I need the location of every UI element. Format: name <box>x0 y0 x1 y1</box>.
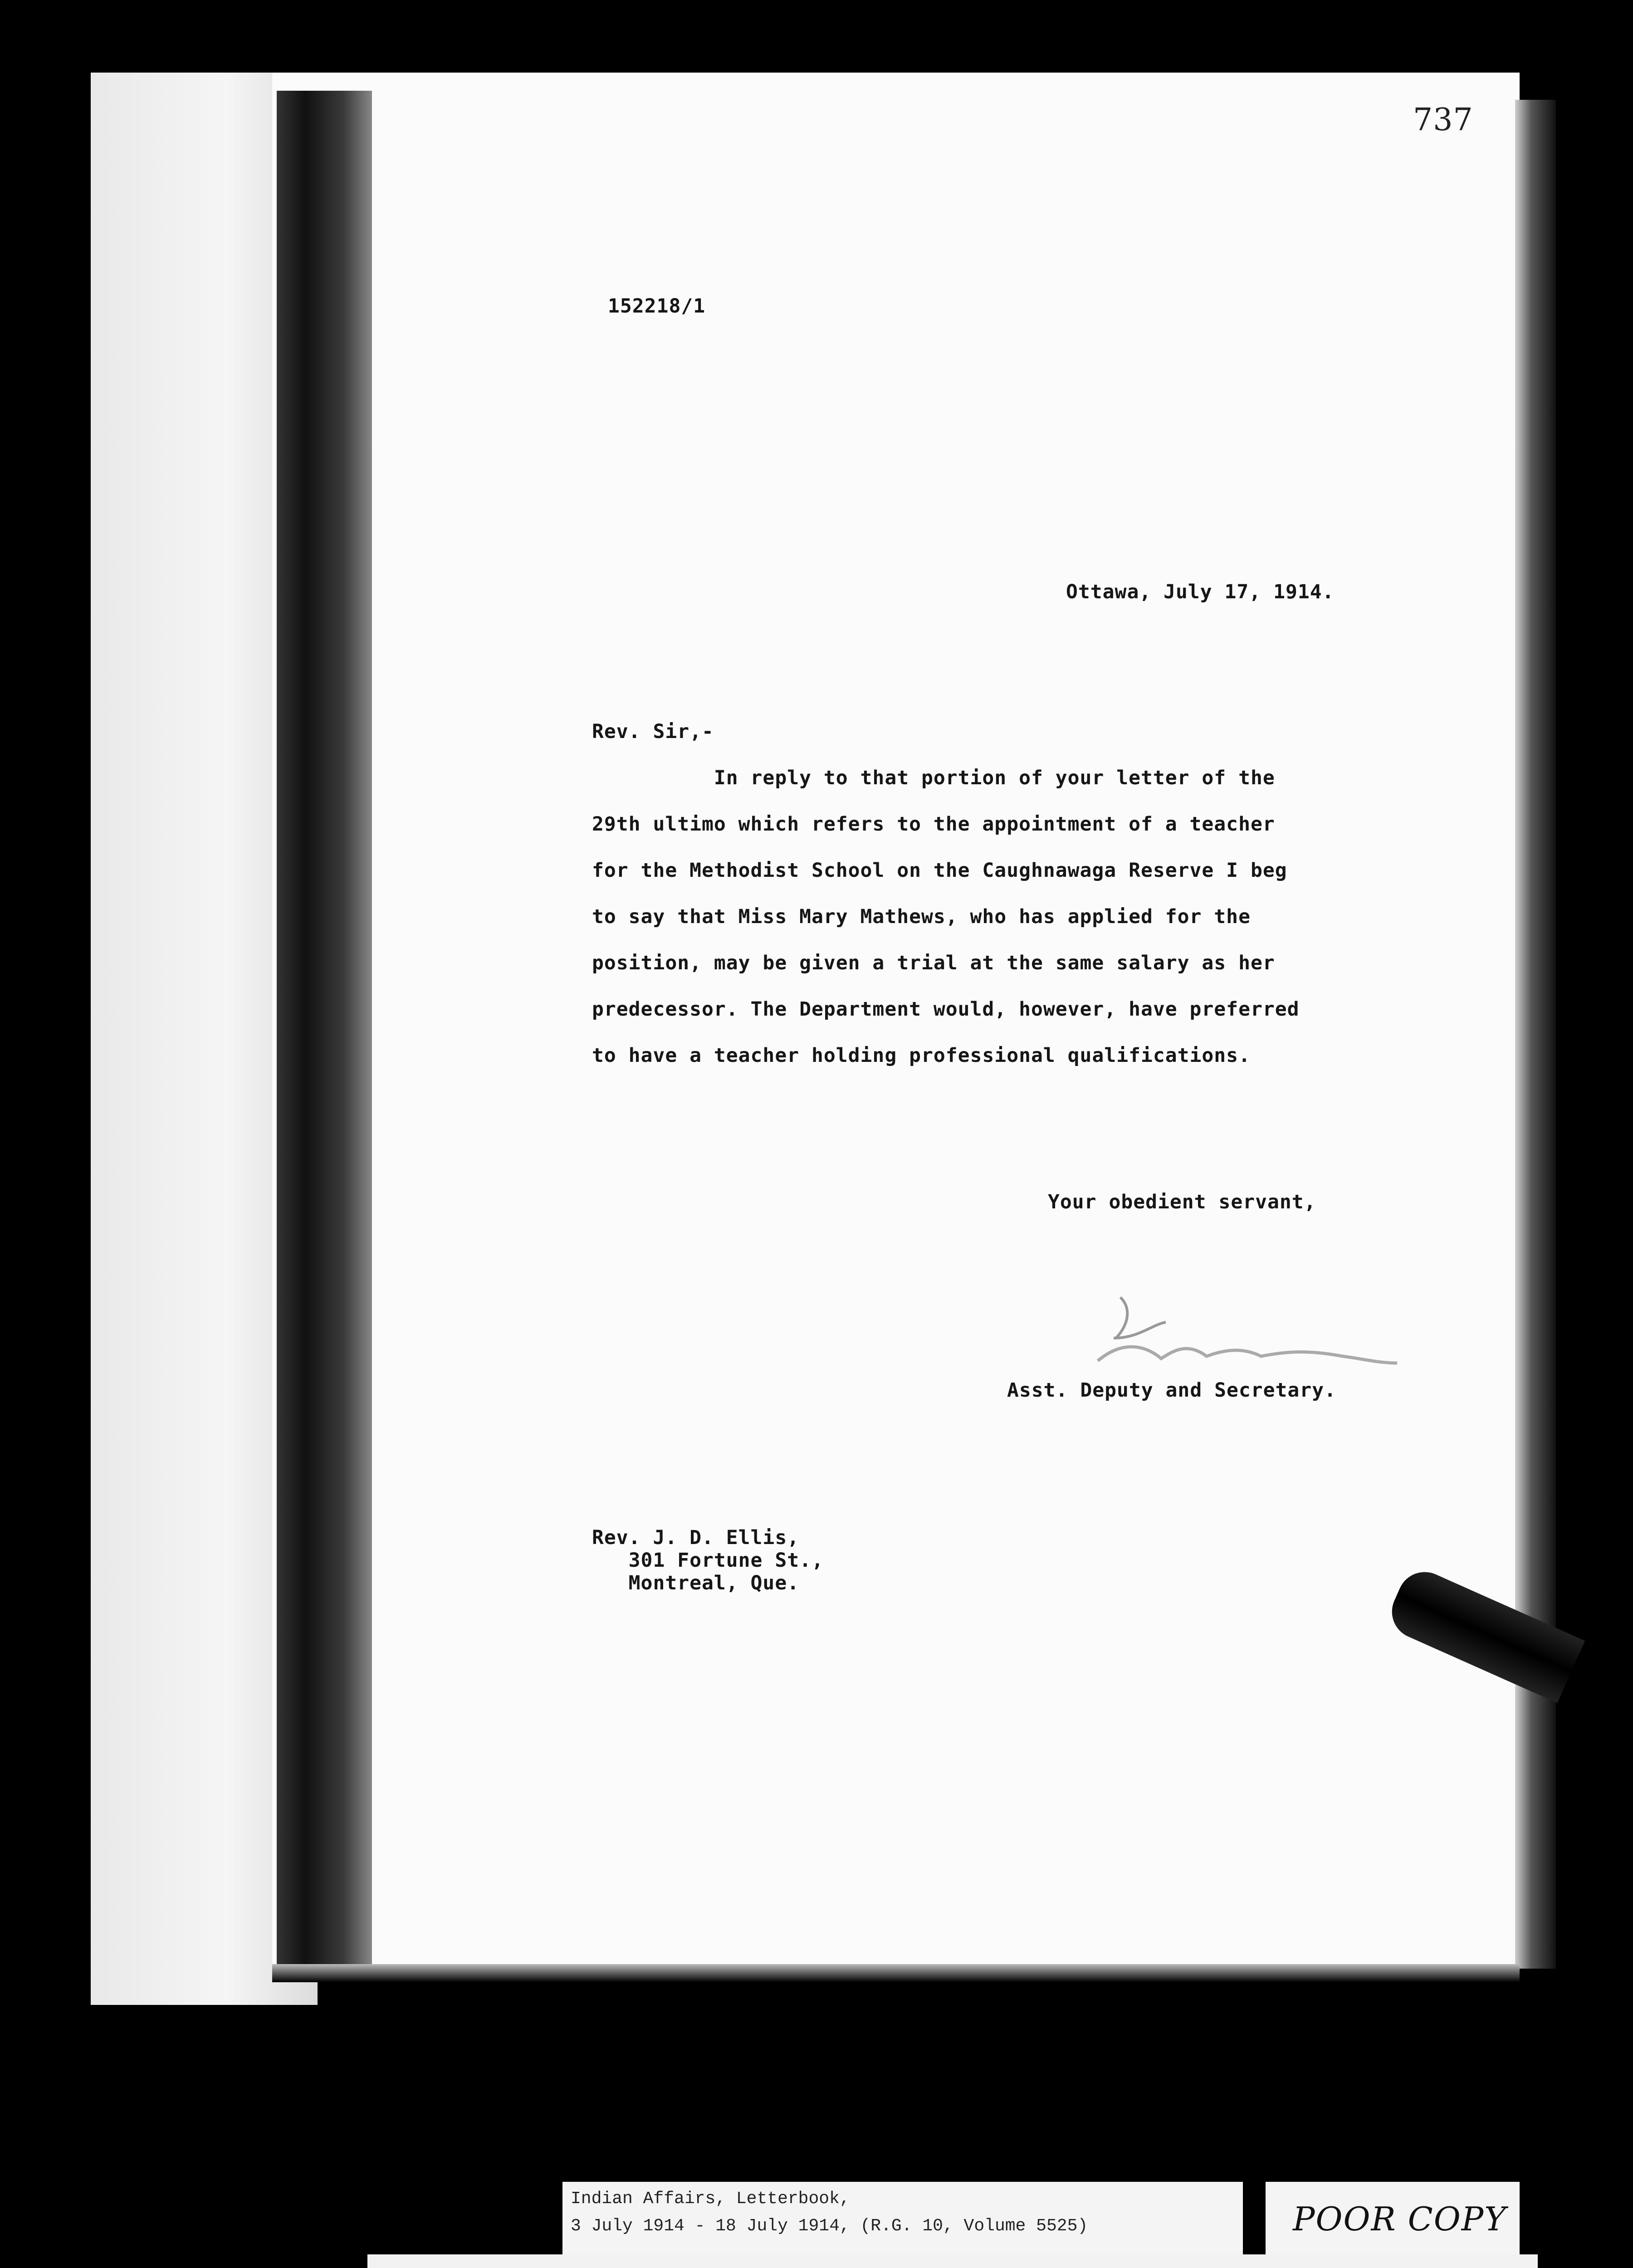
salutation: Rev. Sir,- <box>592 720 714 743</box>
closing: Your obedient servant, <box>1048 1191 1316 1213</box>
archive-label <box>562 2182 1243 2254</box>
archive-label-line: Indian Affairs, Letterbook, <box>571 2189 850 2209</box>
addressee-line: Rev. J. D. Ellis, <box>592 1526 800 1549</box>
archives-stamp <box>367 2254 1538 2268</box>
archive-label-line: 3 July 1914 - 18 July 1914, (R.G. 10, Volume 5525) <box>571 2216 1088 2236</box>
date-line: Ottawa, July 17, 1914. <box>1066 581 1335 603</box>
body-line: for the Methodist School on the Caughnawaga Reserve I beg <box>592 859 1287 882</box>
body-line: position, may be given a trial at the same salary as her <box>592 952 1275 974</box>
addressee-line: Montreal, Que. <box>592 1572 800 1594</box>
file-number: 152218/1 <box>608 295 706 318</box>
addressee-line: 301 Fortune St., <box>592 1549 824 1572</box>
body-line: 29th ultimo which refers to the appointment of a teacher <box>592 813 1275 836</box>
copy-quality-text: POOR COPY <box>1293 2200 1507 2238</box>
body-line: to have a teacher holding professional qualifications. <box>592 1044 1251 1067</box>
page-bottom-shadow <box>272 1964 1520 1982</box>
signer-title: Asst. Deputy and Secretary. <box>1007 1379 1336 1402</box>
signature <box>1071 1270 1433 1379</box>
binding-shadow <box>277 91 372 1973</box>
page-number: 737 <box>1413 102 1473 138</box>
body-line: to say that Miss Mary Mathews, who has applied for the <box>592 905 1251 928</box>
letter-page <box>272 73 1520 1978</box>
body-line: predecessor. The Department would, however, have preferred <box>592 998 1300 1021</box>
copy-quality-note <box>1266 2182 1520 2254</box>
body-line: In reply to that portion of your letter of the <box>592 767 1275 789</box>
